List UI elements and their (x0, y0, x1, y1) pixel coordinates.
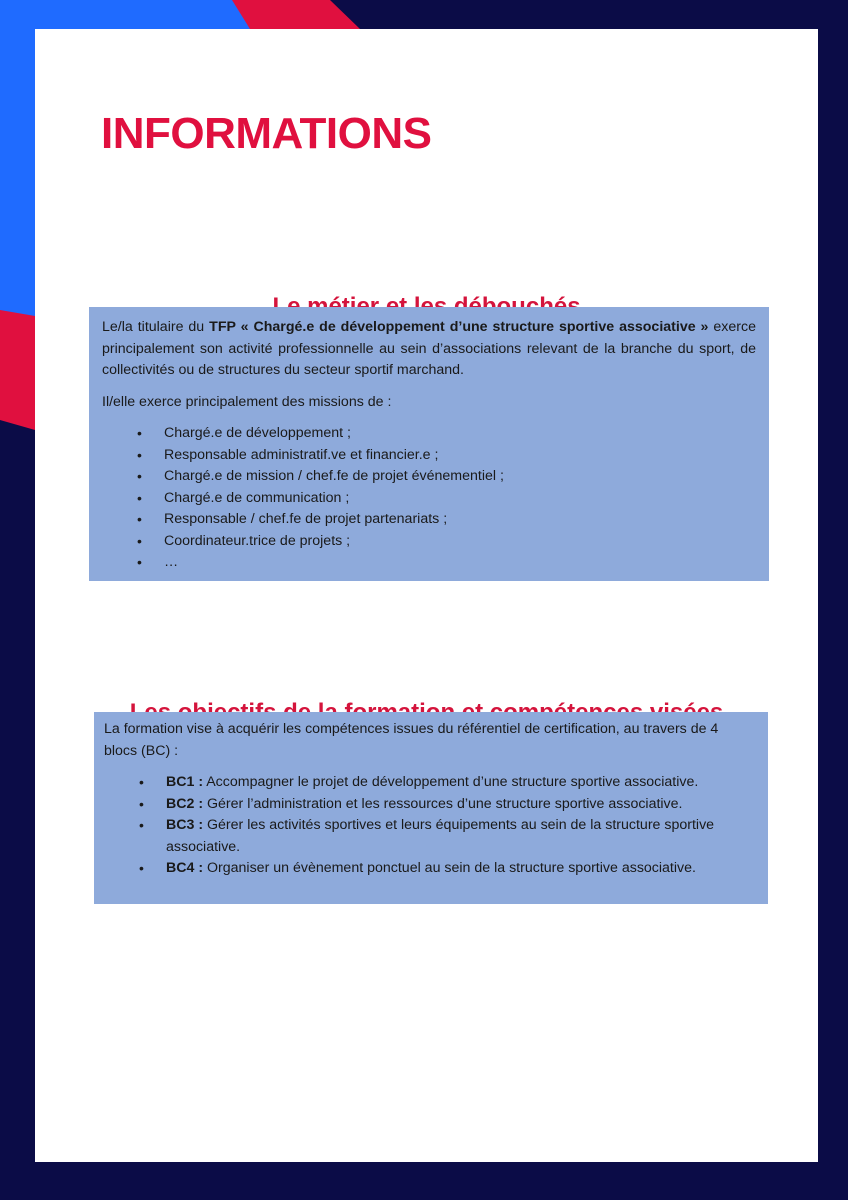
bullet-icon: • (137, 554, 142, 570)
list-item: • BC3 : Gérer les activités sportives et leurs équipements au sein de la structure sportive associative. (139, 817, 715, 855)
objectifs-info-box (94, 712, 768, 904)
decor-red-left-shape (0, 310, 35, 430)
bullet-icon: • (137, 468, 142, 484)
bloc-code: BC4 : (166, 860, 204, 876)
bullet-icon: • (139, 860, 144, 876)
list-item: • Chargé.e de communication ; (102, 488, 756, 510)
bullet-icon: • (137, 489, 142, 506)
list-item: • Coordinateur.trice de projets ; (102, 531, 756, 553)
tfp-title: TFP « Chargé.e de développement d’une structure sportive associative » (209, 319, 709, 335)
intro-suffix: exerce principalement son activité professionnelle au sein d’associations relevant de la branche du sport, de collectivités ou de structures du secteur sportif marchand. (102, 319, 756, 378)
page-sheet (35, 29, 818, 1162)
objectifs-intro-paragraph: La formation vise à acquérir les compétences issues du référentiel de certification, au travers de 4 blocs (BC) : (104, 721, 719, 759)
bloc-code: BC2 : (166, 795, 204, 812)
blocs-list (104, 772, 755, 880)
page-title: INFORMATIONS (101, 109, 432, 158)
list-item: • BC4 : Organiser un évènement ponctuel au sein de la structure sportive associative. (104, 858, 755, 880)
bullet-icon: • (137, 532, 142, 549)
list-item: • Chargé.e de mission / chef.fe de projet événementiel ; (102, 466, 756, 488)
list-item: • Responsable / chef.fe de projet partenariats ; (102, 509, 756, 531)
bullet-icon: • (137, 425, 142, 441)
bullet-icon: • (137, 446, 142, 463)
metier-info-box (89, 307, 769, 581)
list-item: • Responsable administratif.ve et financier.e ; (102, 445, 756, 467)
bloc-code: BC3 : (166, 817, 204, 833)
bloc-code: BC1 : (166, 774, 204, 790)
bullet-icon: • (139, 795, 144, 812)
bullet-icon: • (137, 511, 142, 527)
list-item: • … (102, 552, 756, 574)
list-item: • BC1 : Accompagner le projet de développement d’une structure sportive associative. (104, 772, 755, 794)
list-item: • BC2 : Gérer l’administration et les ressources d’une structure sportive associative. (104, 794, 755, 816)
missions-list (102, 423, 756, 574)
metier-intro-paragraph (102, 317, 756, 382)
bullet-icon: • (139, 817, 144, 833)
intro-prefix: Le/la titulaire du (102, 319, 210, 335)
decor-red-top-shape (232, 0, 360, 29)
list-item: • Chargé.e de développement ; (102, 423, 756, 445)
missions-intro: Il/elle exerce principalement des missions de : (102, 393, 392, 410)
bullet-icon: • (139, 774, 144, 790)
